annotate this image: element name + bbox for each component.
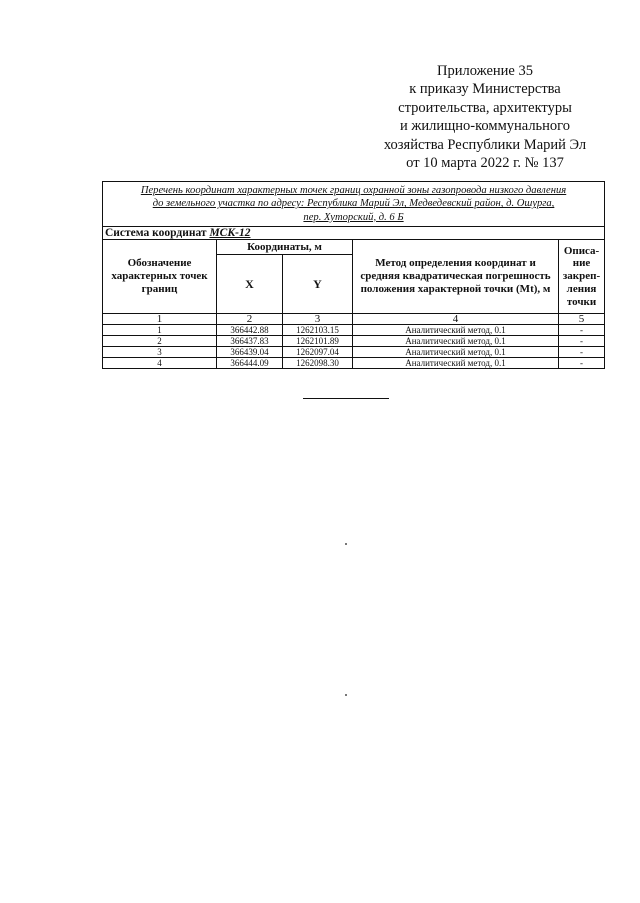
table-row (103, 347, 605, 358)
cell-x: 366439.04 (217, 347, 283, 358)
column-header-coords: Координаты, м (217, 240, 353, 255)
scan-speck (345, 543, 347, 545)
column-header-y: Y (283, 255, 353, 314)
header-line: хозяйства Республики Марий Эл (383, 136, 587, 153)
appendix-header (340, 62, 630, 172)
cell-y: 1262103.15 (283, 325, 353, 336)
cell-point: 2 (103, 336, 217, 347)
coordinate-system-label: Система координат (105, 227, 207, 239)
table-row (103, 358, 605, 369)
header-line: строительства, архитектуры (398, 99, 572, 116)
end-line (303, 398, 389, 399)
cell-point: 1 (103, 325, 217, 336)
cell-desc: - (559, 336, 605, 347)
header-line: и жилищно-коммунального (399, 118, 571, 135)
table-title (103, 182, 605, 227)
table-title-line: Перечень координат характерных точек границ охранной зоны газопровода низкого давления (140, 184, 567, 196)
coordinate-system (103, 227, 605, 240)
column-header-method: Метод определения координат и средняя квадратическая погрешность положения характерной точки (Mt), м (353, 240, 559, 314)
cell-point: 4 (103, 358, 217, 369)
cell-y: 1262101.89 (283, 336, 353, 347)
cell-x: 366442.88 (217, 325, 283, 336)
column-number: 1 (103, 314, 217, 325)
column-header-x: X (217, 255, 283, 314)
cell-desc: - (559, 325, 605, 336)
header-line: от 10 марта 2022 г. № 137 (406, 155, 564, 172)
cell-y: 1262098.30 (283, 358, 353, 369)
table-title-line: до земельного участка по адресу: Республика Марий Эл, Медведевский район, д. Ошурга, (152, 198, 555, 210)
cell-method: Аналитический метод, 0.1 (353, 347, 559, 358)
cell-desc: - (559, 358, 605, 369)
cell-point: 3 (103, 347, 217, 358)
column-number-row (103, 314, 605, 325)
header-line: Приложение 35 (437, 63, 533, 79)
column-number: 2 (217, 314, 283, 325)
cell-method: Аналитический метод, 0.1 (353, 325, 559, 336)
column-number: 4 (353, 314, 559, 325)
column-number: 5 (559, 314, 605, 325)
cell-x: 366437.83 (217, 336, 283, 347)
column-header-description: Описа-ние закреп-ления точки (559, 240, 605, 314)
cell-x: 366444.09 (217, 358, 283, 369)
cell-y: 1262097.04 (283, 347, 353, 358)
column-number: 3 (283, 314, 353, 325)
header-line: к приказу Министерства (409, 81, 561, 98)
column-header-designation: Обозначение характерных точек границ (103, 240, 217, 314)
coordinates-table (102, 181, 605, 369)
table-title-line: пер. Хуторский, д. 6 Б (303, 211, 404, 223)
cell-method: Аналитический метод, 0.1 (353, 358, 559, 369)
cell-desc: - (559, 347, 605, 358)
coordinate-system-value: МСК-12 (209, 227, 251, 239)
table-row (103, 325, 605, 336)
table-row (103, 336, 605, 347)
cell-method: Аналитический метод, 0.1 (353, 336, 559, 347)
scan-speck (345, 694, 347, 696)
